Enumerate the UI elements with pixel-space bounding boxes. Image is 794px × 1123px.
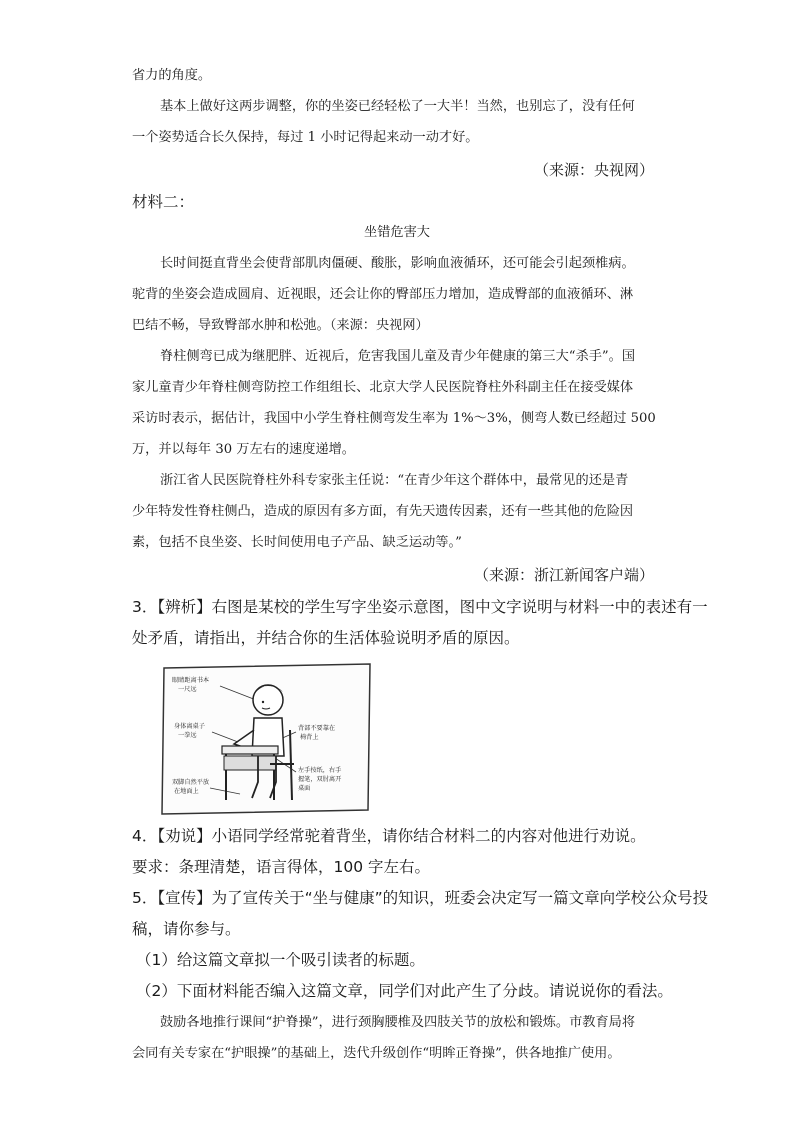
material1-source: （来源：央视网） bbox=[533, 161, 654, 179]
question-3-line: 3．【辨析】右图是某校的学生写字坐姿示意图，图中文字说明与材料一中的表述有一 bbox=[132, 598, 708, 616]
figure-label-back: 背部不要靠在 bbox=[298, 725, 336, 732]
material2-p2-line: 脊柱侧弯已成为继肥胖、近视后，危害我国儿童及青少年健康的第三大“杀手”。国 bbox=[160, 349, 636, 364]
question-5-sub2: （2）下面材料能否编入这篇文章，同学们对此产生了分歧。请说说你的看法。 bbox=[136, 982, 673, 1000]
material2-p2-line: 采访时表示，据估计，我国中小学生脊柱侧弯发生率为 1%～3%，侧弯人数已经超过 500 bbox=[132, 411, 656, 426]
material2-title: 坐错危害大 bbox=[364, 225, 430, 240]
material2-p3-line: 素，包括不良坐姿、长时间使用电子产品、缺乏运动等。” bbox=[132, 535, 462, 550]
figure-label-eye: 一尺远 bbox=[178, 686, 197, 693]
question-5-line: 5．【宣传】为了宣传关于“坐与健康”的知识，班委会决定写一篇文章向学校公众号投 bbox=[132, 889, 709, 907]
figure-label-hands: 左手按纸，右手 bbox=[298, 767, 342, 774]
question-5-material-line: 鼓励各地推行课间“护脊操”，进行颈胸腰椎及四肢关节的放松和锻炼。市教育局将 bbox=[160, 1015, 636, 1030]
question-5-line: 稿，请你参与。 bbox=[132, 920, 241, 938]
question-5-material-line: 会同有关专家在“护眼操”的基础上，迭代升级创作“明眸正脊操”，供各地推广使用。 bbox=[132, 1046, 621, 1061]
material2-source: （来源：浙江新闻客户端） bbox=[473, 566, 654, 584]
material1-paragraph-line: 一个姿势适合长久保持，每过 1 小时记得起来动一动才好。 bbox=[132, 130, 479, 145]
figure-label-hands: 桌面 bbox=[298, 785, 311, 792]
material2-p2-line: 万，并以每年 30 万左右的速度递增。 bbox=[132, 442, 355, 457]
question-4-line: 4．【劝说】小语同学经常驼着背坐，请你结合材料二的内容对他进行劝说。 bbox=[132, 827, 646, 845]
material2-p1-line: 驼背的坐姿会造成圆肩、近视眼，还会让你的臀部压力增加，造成臀部的血液循环、淋 bbox=[132, 287, 634, 302]
question-3-line: 处矛盾，请指出，并结合你的生活体验说明矛盾的原因。 bbox=[132, 629, 520, 647]
material1-paragraph-line: 基本上做好这两步调整，你的坐姿已经轻松了一大半！当然，也别忘了，没有任何 bbox=[160, 99, 635, 114]
material2-p3-line: 浙江省人民医院脊柱外科专家张主任说：“在青少年这个群体中，最常见的还是青 bbox=[160, 473, 629, 488]
material2-p2-line: 家儿童青少年脊柱侧弯防控工作组组长、北京大学人民医院脊柱外科副主任在接受媒体 bbox=[132, 380, 634, 395]
figure-label-feet: 在地面上 bbox=[174, 788, 199, 795]
material2-p1-line: 巴结不畅，导致臀部水肿和松弛。（来源：央视网） bbox=[132, 318, 429, 333]
sitting-posture-figure bbox=[160, 660, 372, 818]
material2-p1-line: 长时间挺直背坐会使背部肌肉僵硬、酸胀，影响血液循环，还可能会引起颈椎病。 bbox=[160, 256, 635, 271]
material2-p3-line: 少年特发性脊柱侧凸，造成的原因有多方面，有先天遗传因素，还有一些其他的危险因 bbox=[132, 504, 634, 519]
figure-label-chest: 一拳远 bbox=[178, 732, 197, 739]
question-5-sub1: （1）给这篇文章拟一个吸引读者的标题。 bbox=[136, 951, 425, 969]
sitting-posture-illustration bbox=[160, 660, 372, 818]
material1-tail-line: 省力的角度。 bbox=[132, 68, 212, 83]
figure-label-feet: 双脚自然平放 bbox=[172, 779, 210, 786]
figure-label-chest: 身体离桌子 bbox=[174, 723, 205, 730]
figure-label-hands: 握笔，双肘离开 bbox=[298, 776, 342, 783]
figure-label-eye: 眼睛距离书本 bbox=[172, 677, 210, 684]
question-4-requirement: 要求：条理清楚，语言得体，100 字左右。 bbox=[132, 858, 431, 876]
figure-label-back: 椅背上 bbox=[300, 734, 319, 741]
material2-heading: 材料二： bbox=[132, 193, 195, 211]
